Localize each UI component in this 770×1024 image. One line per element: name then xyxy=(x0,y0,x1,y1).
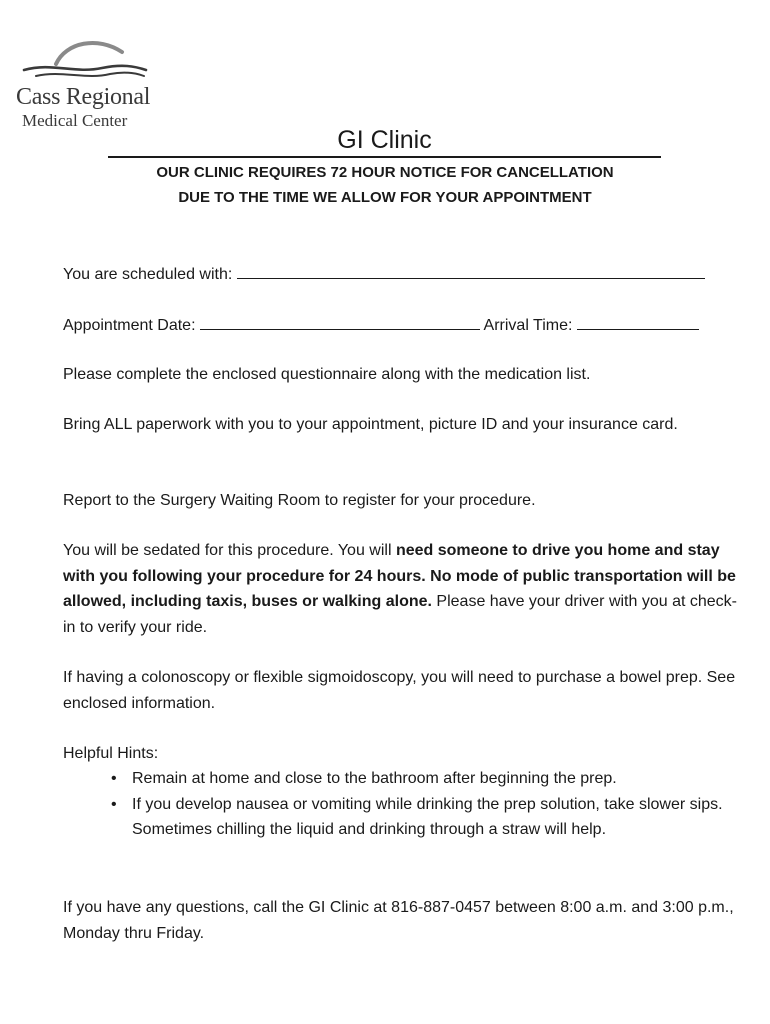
sedation-text-1: You will be sedated for this procedure. You will xyxy=(63,542,396,559)
questions-paragraph: If you have any questions, call the GI Clinic at 816-887-0457 between 8:00 a.m. and 3:00 p.m., Monday thru Friday. xyxy=(63,899,734,942)
scheduled-with-field[interactable] xyxy=(237,260,705,279)
cancellation-notice xyxy=(60,160,710,210)
notice-line-1: OUR CLINIC REQUIRES 72 HOUR NOTICE FOR CANCELLATION xyxy=(156,164,614,181)
scheduled-with-row xyxy=(63,260,705,287)
notice-line-2: DUE TO THE TIME WE ALLOW FOR YOUR APPOINTMENT xyxy=(178,189,592,206)
scheduled-with-label: You are scheduled with: xyxy=(63,266,233,283)
appointment-date-field[interactable] xyxy=(200,311,480,330)
bullet-icon: • xyxy=(111,770,117,787)
logo-arc-icon xyxy=(22,34,152,84)
sedation-text-2: Please have your driver with you at check-in to verify your ride. xyxy=(63,593,737,636)
hints-heading: Helpful Hints: xyxy=(63,745,159,762)
page-title: GI Clinic xyxy=(108,124,661,158)
sedation-bold-text: need someone to drive you home and stay with you following your procedure for 24 hours. No mode of public transportation will be allowed, including taxis, buses or walking alone. xyxy=(63,542,736,610)
report-paragraph: Report to the Surgery Waiting Room to register for your procedure. xyxy=(63,492,536,509)
paperwork-paragraph: Bring ALL paperwork with you to your appointment, picture ID and your insurance card. xyxy=(63,416,678,433)
hint-text: If you develop nausea or vomiting while drinking the prep solution, take slower sips. Sometimes chilling the liquid and drinking through a straw will help. xyxy=(132,795,723,838)
hint-text: Remain at home and close to the bathroom after beginning the prep. xyxy=(132,770,617,787)
hospital-logo xyxy=(16,34,156,134)
arrival-time-field[interactable] xyxy=(577,311,699,330)
list-item xyxy=(108,766,748,792)
sedation-paragraph xyxy=(63,538,747,640)
questionnaire-paragraph: Please complete the enclosed questionnaire along with the medication list. xyxy=(63,366,591,383)
logo-subtitle: Medical Center xyxy=(22,111,128,130)
bullet-icon: • xyxy=(111,795,117,813)
list-item xyxy=(108,792,748,843)
logo-name: Cass Regional xyxy=(16,84,151,110)
colonoscopy-paragraph: If having a colonoscopy or flexible sigmoidoscopy, you will need to purchase a bowel prep. See enclosed information. xyxy=(63,669,736,712)
hints-list xyxy=(108,766,748,843)
appointment-row xyxy=(63,311,699,338)
appointment-date-label: Appointment Date: xyxy=(63,317,196,334)
arrival-time-label: Arrival Time: xyxy=(483,317,573,334)
